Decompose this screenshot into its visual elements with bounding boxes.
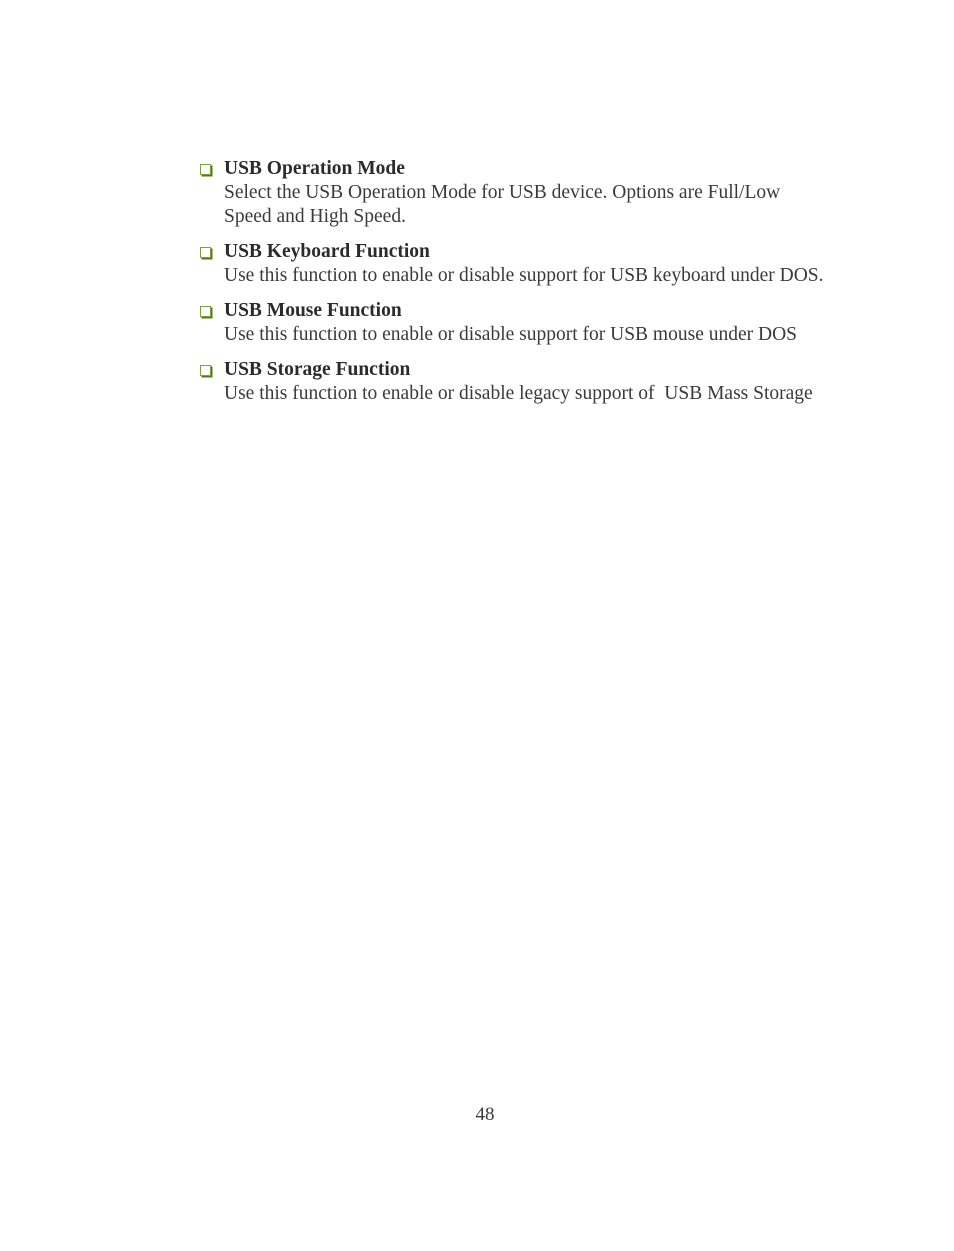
checkbox-bullet-icon <box>200 365 211 376</box>
list-item-usb-operation-mode <box>198 157 888 229</box>
list-item-usb-storage-function <box>198 358 888 406</box>
item-title: USB Operation Mode <box>224 158 405 179</box>
item-description: Select the USB Operation Mode for USB device. Options are Full/Low Speed and High Speed. <box>224 182 786 227</box>
item-description: Use this function to enable or disable support for USB mouse under DOS <box>224 324 798 345</box>
checkbox-bullet-icon <box>200 164 211 175</box>
checkbox-bullet-icon <box>200 247 211 258</box>
document-content <box>198 157 888 417</box>
list-item-usb-keyboard-function <box>198 240 888 288</box>
item-title: USB Keyboard Function <box>224 241 430 262</box>
item-description: Use this function to enable or disable support for USB keyboard under DOS. <box>224 265 824 286</box>
page-number: 48 <box>475 1104 495 1125</box>
item-title: USB Mouse Function <box>224 300 402 321</box>
item-title: USB Storage Function <box>224 359 411 380</box>
item-description: Use this function to enable or disable legacy support of USB Mass Storage <box>224 383 813 404</box>
list-item-usb-mouse-function <box>198 299 888 347</box>
checkbox-bullet-icon <box>200 306 211 317</box>
